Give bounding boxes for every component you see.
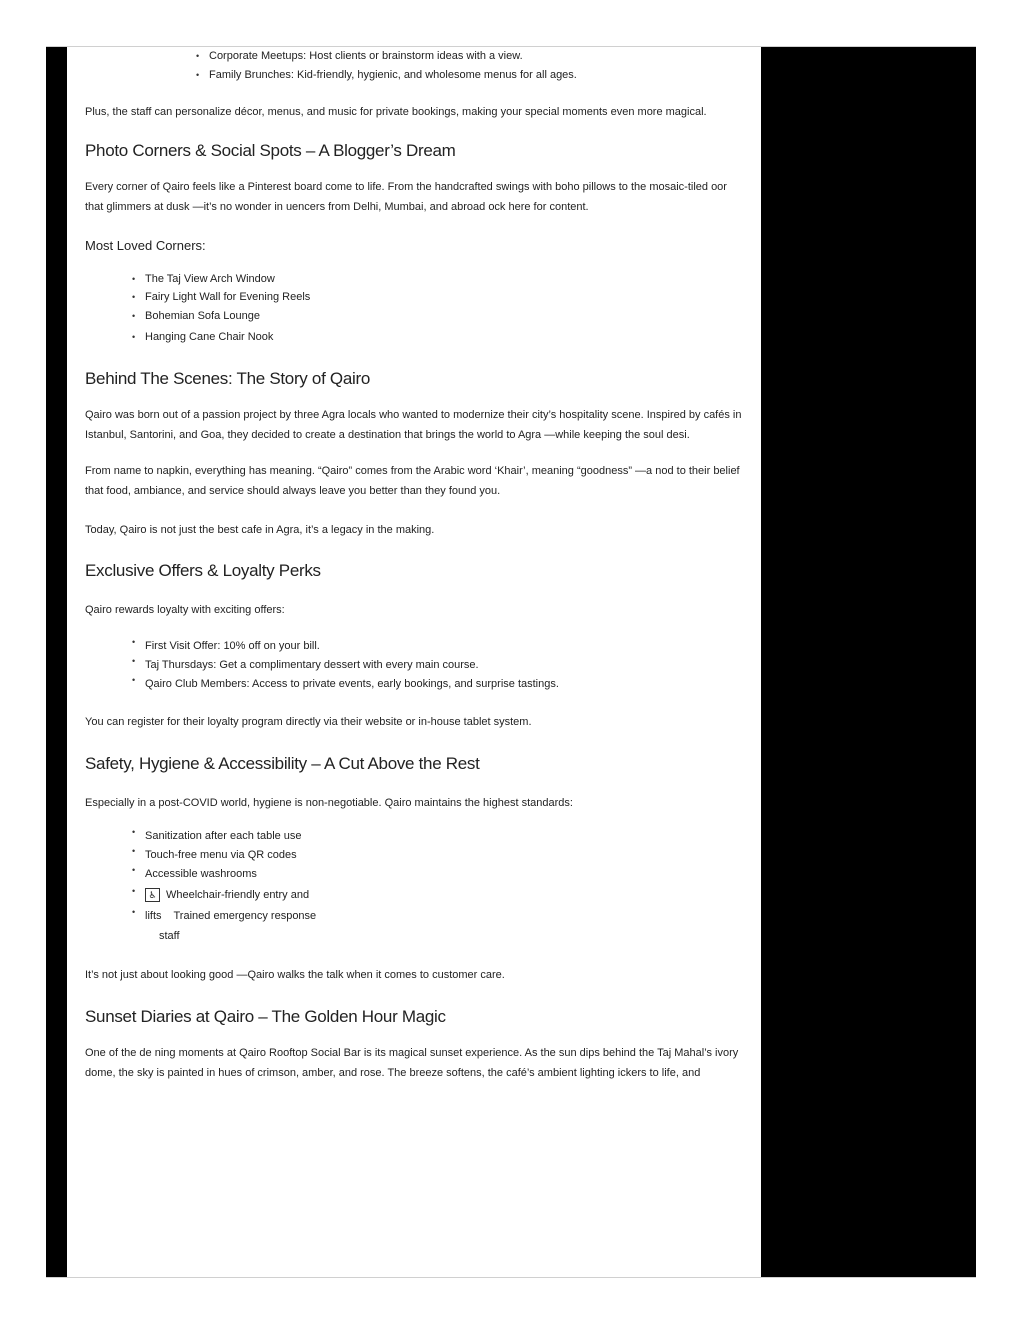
safety-outro: It’s not just about looking good —Qairo walks the talk when it comes to customer care.: [85, 969, 505, 981]
bullet-icon: •: [132, 332, 136, 342]
section-heading-safety: Safety, Hygiene & Accessibility – A Cut Above the Rest: [85, 754, 480, 773]
list-item: [132, 637, 559, 656]
sunset-paragraph-line: dome, the sky is painted in hues of crimson, amber, and rose. The breeze softens, the café’s ambient lighting ickers to life, and: [85, 1067, 701, 1079]
section-heading-sunset: Sunset Diaries at Qairo – The Golden Hour Magic: [85, 1007, 446, 1026]
story-paragraph-line: that food, ambiance, and service should always leave you better than they found you.: [85, 485, 501, 497]
list-item-text: Fairy Light Wall for Evening Reels: [145, 291, 311, 303]
right-black-margin: [761, 47, 976, 1277]
list-item: [132, 656, 559, 675]
list-item-text: Qairo Club Members: Access to private events, early bookings, and surprise tastings.: [145, 678, 559, 690]
list-item-continuation: [145, 926, 316, 946]
section-heading-story: Behind The Scenes: The Story of Qairo: [85, 369, 370, 388]
list-item: [132, 326, 310, 348]
section-heading-photo: Photo Corners & Social Spots – A Blogger’s Dream: [85, 141, 456, 160]
list-item-text: Taj Thursdays: Get a complimentary dessert with every main course.: [145, 659, 479, 671]
safety-intro: Especially in a post-COVID world, hygiene is non-negotiable. Qairo maintains the highest standards:: [85, 797, 573, 809]
subheading-loved-corners: Most Loved Corners:: [85, 238, 206, 253]
document-page: [67, 47, 761, 1277]
list-item-text: Accessible washrooms: [145, 868, 257, 880]
bullet-icon: •: [132, 907, 136, 917]
page-bottom-rule: [46, 1277, 976, 1278]
list-item-text: Wheelchair-friendly entry and: [166, 889, 310, 901]
sunset-paragraph-line: One of the de ning moments at Qairo Rooftop Social Bar is its magical sunset experience. As the sun dips behind the Taj Mahal’s ivory: [85, 1047, 739, 1059]
offers-intro: Qairo rewards loyalty with exciting offers:: [85, 604, 285, 616]
list-item: [132, 270, 310, 288]
story-paragraph: Today, Qairo is not just the best cafe in Agra, it’s a legacy in the making.: [85, 524, 435, 536]
bullet-icon: •: [132, 656, 136, 666]
bullet-icon: •: [196, 70, 200, 80]
list-item-text: First Visit Offer: 10% off on your bill.: [145, 640, 320, 652]
list-item-text: Touch-free menu via QR codes: [145, 849, 297, 861]
bullet-icon: •: [132, 311, 136, 321]
bullet-icon: •: [132, 637, 136, 647]
list-item-text: Family Brunches: Kid-friendly, hygienic, and wholesome menus for all ages.: [209, 69, 577, 81]
list-item-text: Sanitization after each table use: [145, 830, 302, 842]
offers-outro: You can register for their loyalty program directly via their website or in-house tablet system.: [85, 716, 532, 728]
list-item-text: Hanging Cane Chair Nook: [145, 331, 274, 343]
list-item: [196, 47, 577, 66]
list-item: [196, 66, 577, 85]
offers-list: [132, 637, 559, 694]
bullet-icon: •: [132, 846, 136, 856]
list-item-text: lifts: [145, 910, 162, 922]
list-item-text: staff: [159, 930, 180, 942]
list-item: [132, 884, 316, 906]
story-paragraph-line: Istanbul, Santorini, and Goa, they decided to create a destination that brings the world to Agra —while keeping the soul desi.: [85, 429, 690, 441]
bullet-icon: •: [132, 292, 136, 302]
list-item-text: Trained emergency response: [173, 910, 317, 922]
bullet-icon: •: [132, 865, 136, 875]
bullet-icon: •: [132, 886, 136, 896]
list-item: [132, 306, 310, 326]
list-item-text: Corporate Meetups: Host clients or brainstorm ideas with a view.: [209, 50, 523, 62]
wheelchair-icon: ♿: [145, 888, 160, 902]
list-item-text: Bohemian Sofa Lounge: [145, 310, 260, 322]
list-item: [132, 675, 559, 694]
section-heading-offers: Exclusive Offers & Loyalty Perks: [85, 561, 321, 580]
bullet-icon: •: [196, 51, 200, 61]
photo-paragraph-line: Every corner of Qairo feels like a Pinterest board come to life. From the handcrafted swings with boho pillows to the mosaic-tiled oor: [85, 181, 727, 193]
bullet-icon: •: [132, 827, 136, 837]
list-item: [132, 288, 311, 306]
safety-list: [132, 827, 317, 946]
left-black-margin: [46, 47, 67, 1277]
list-item: [132, 906, 317, 926]
bullet-icon: •: [132, 675, 136, 685]
story-paragraph-line: Qairo was born out of a passion project by three Agra locals who wanted to modernize their city’s hospitality scene. Inspired by cafés in: [85, 409, 742, 421]
intro-paragraph: Plus, the staff can personalize décor, menus, and music for private bookings, making your special moments even more magical.: [85, 106, 707, 118]
loved-corners-list: [132, 270, 311, 348]
list-item: [132, 865, 316, 884]
photo-paragraph-line: that glimmers at dusk —it’s no wonder in uencers from Delhi, Mumbai, and abroad ock here for content.: [85, 201, 589, 213]
list-item: [132, 846, 316, 865]
occasions-list: [196, 47, 577, 85]
list-item-text: The Taj View Arch Window: [145, 273, 275, 285]
bullet-icon: •: [132, 274, 136, 284]
list-item: [132, 827, 316, 846]
story-paragraph-line: From name to napkin, everything has meaning. “Qairo” comes from the Arabic word ‘Khair’, meaning “goodness” —a nod to their belief: [85, 465, 740, 477]
